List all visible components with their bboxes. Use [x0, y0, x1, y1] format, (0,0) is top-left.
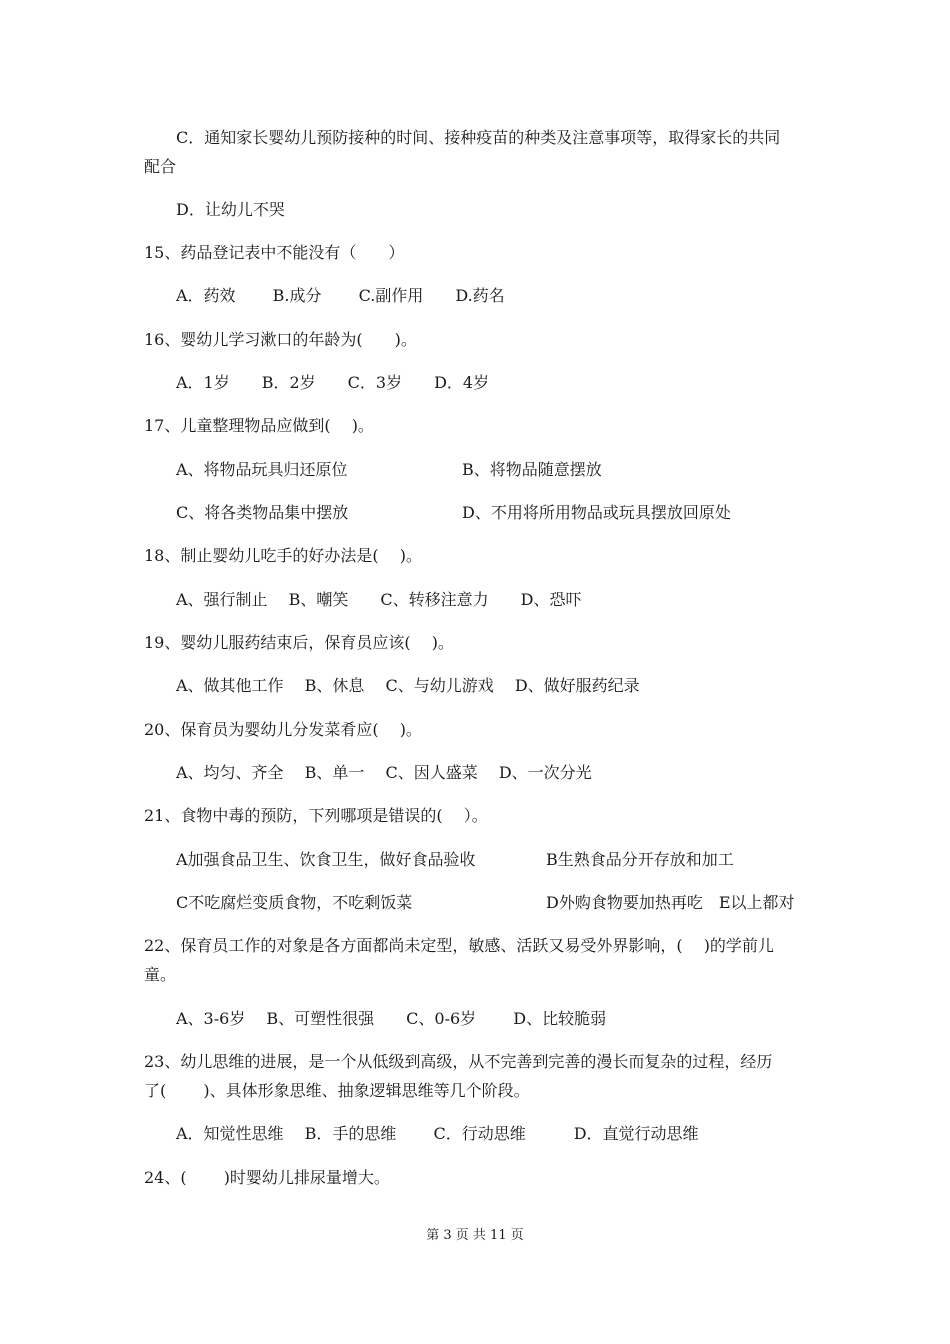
q16-options: A．1岁 B．2岁 C．3岁 D．4岁 — [176, 373, 490, 392]
q20-stem: 20、保育员为婴幼儿分发菜肴应( )。 — [144, 720, 422, 739]
q17-option-b: B、将物品随意摆放 — [462, 460, 602, 479]
q17-option-d: D、不用将所用物品或玩具摆放回原处 — [462, 503, 731, 522]
q22-stem-line2: 童。 — [144, 965, 177, 984]
q22-stem-line1: 22、保育员工作的对象是各方面都尚未定型，敏感、活跃又易受外界影响，( )的学前儿 — [144, 936, 774, 955]
q14-option-d: D．让幼儿不哭 — [176, 200, 285, 219]
q23-stem-line1: 23、幼儿思维的进展，是一个从低级到高级，从不完善到完善的漫长而复杂的过程，经历 — [144, 1052, 773, 1071]
q17-stem: 17、儿童整理物品应做到( )。 — [144, 416, 374, 435]
q21-option-de: D外购食物要加热再吃 E以上都对 — [546, 893, 795, 912]
q15-stem: 15、药品登记表中不能没有（ ） — [144, 243, 405, 262]
q17-option-c: C、将各类物品集中摆放 — [176, 503, 349, 522]
q24-stem: 24、( )时婴幼儿排尿量增大。 — [144, 1168, 390, 1187]
q21-option-a: A加强食品卫生、饮食卫生，做好食品验收 — [176, 850, 476, 869]
page-number-footer: 第 3 页 共 11 页 — [426, 1228, 524, 1243]
q20-options: A、均匀、齐全 B、单一 C、因人盛菜 D、一次分光 — [176, 763, 592, 782]
q18-stem: 18、制止婴幼儿吃手的好办法是( )。 — [144, 546, 422, 565]
q14-option-c-line2: 配合 — [144, 157, 177, 176]
q21-option-c: C不吃腐烂变质食物，不吃剩饭菜 — [176, 893, 413, 912]
q18-options: A、强行制止 B、嘲笑 C、转移注意力 D、恐吓 — [176, 590, 582, 609]
q22-options: A、3-6岁 B、可塑性很强 C、0-6岁 D、比较脆弱 — [176, 1009, 607, 1028]
q19-options: A、做其他工作 B、休息 C、与幼儿游戏 D、做好服药纪录 — [176, 676, 640, 695]
q23-options: A．知觉性思维 B．手的思维 C．行动思维 D．直觉行动思维 — [176, 1124, 699, 1143]
q21-option-b: B生熟食品分开存放和加工 — [546, 850, 734, 869]
q14-option-c-line1: C．通知家长婴幼儿预防接种的时间、接种疫苗的种类及注意事项等，取得家长的共同 — [176, 128, 781, 147]
q21-stem: 21、食物中毒的预防，下列哪项是错误的( ）。 — [144, 806, 488, 825]
q19-stem: 19、婴幼儿服药结束后，保育员应该( )。 — [144, 633, 454, 652]
q15-options: A．药效 B.成分 C.副作用 D.药名 — [176, 286, 505, 305]
q16-stem: 16、婴幼儿学习漱口的年龄为( )。 — [144, 330, 417, 349]
q23-stem-line2: 了( )、具体形象思维、抽象逻辑思维等几个阶段。 — [144, 1081, 530, 1100]
q17-option-a: A、将物品玩具归还原位 — [176, 460, 348, 479]
